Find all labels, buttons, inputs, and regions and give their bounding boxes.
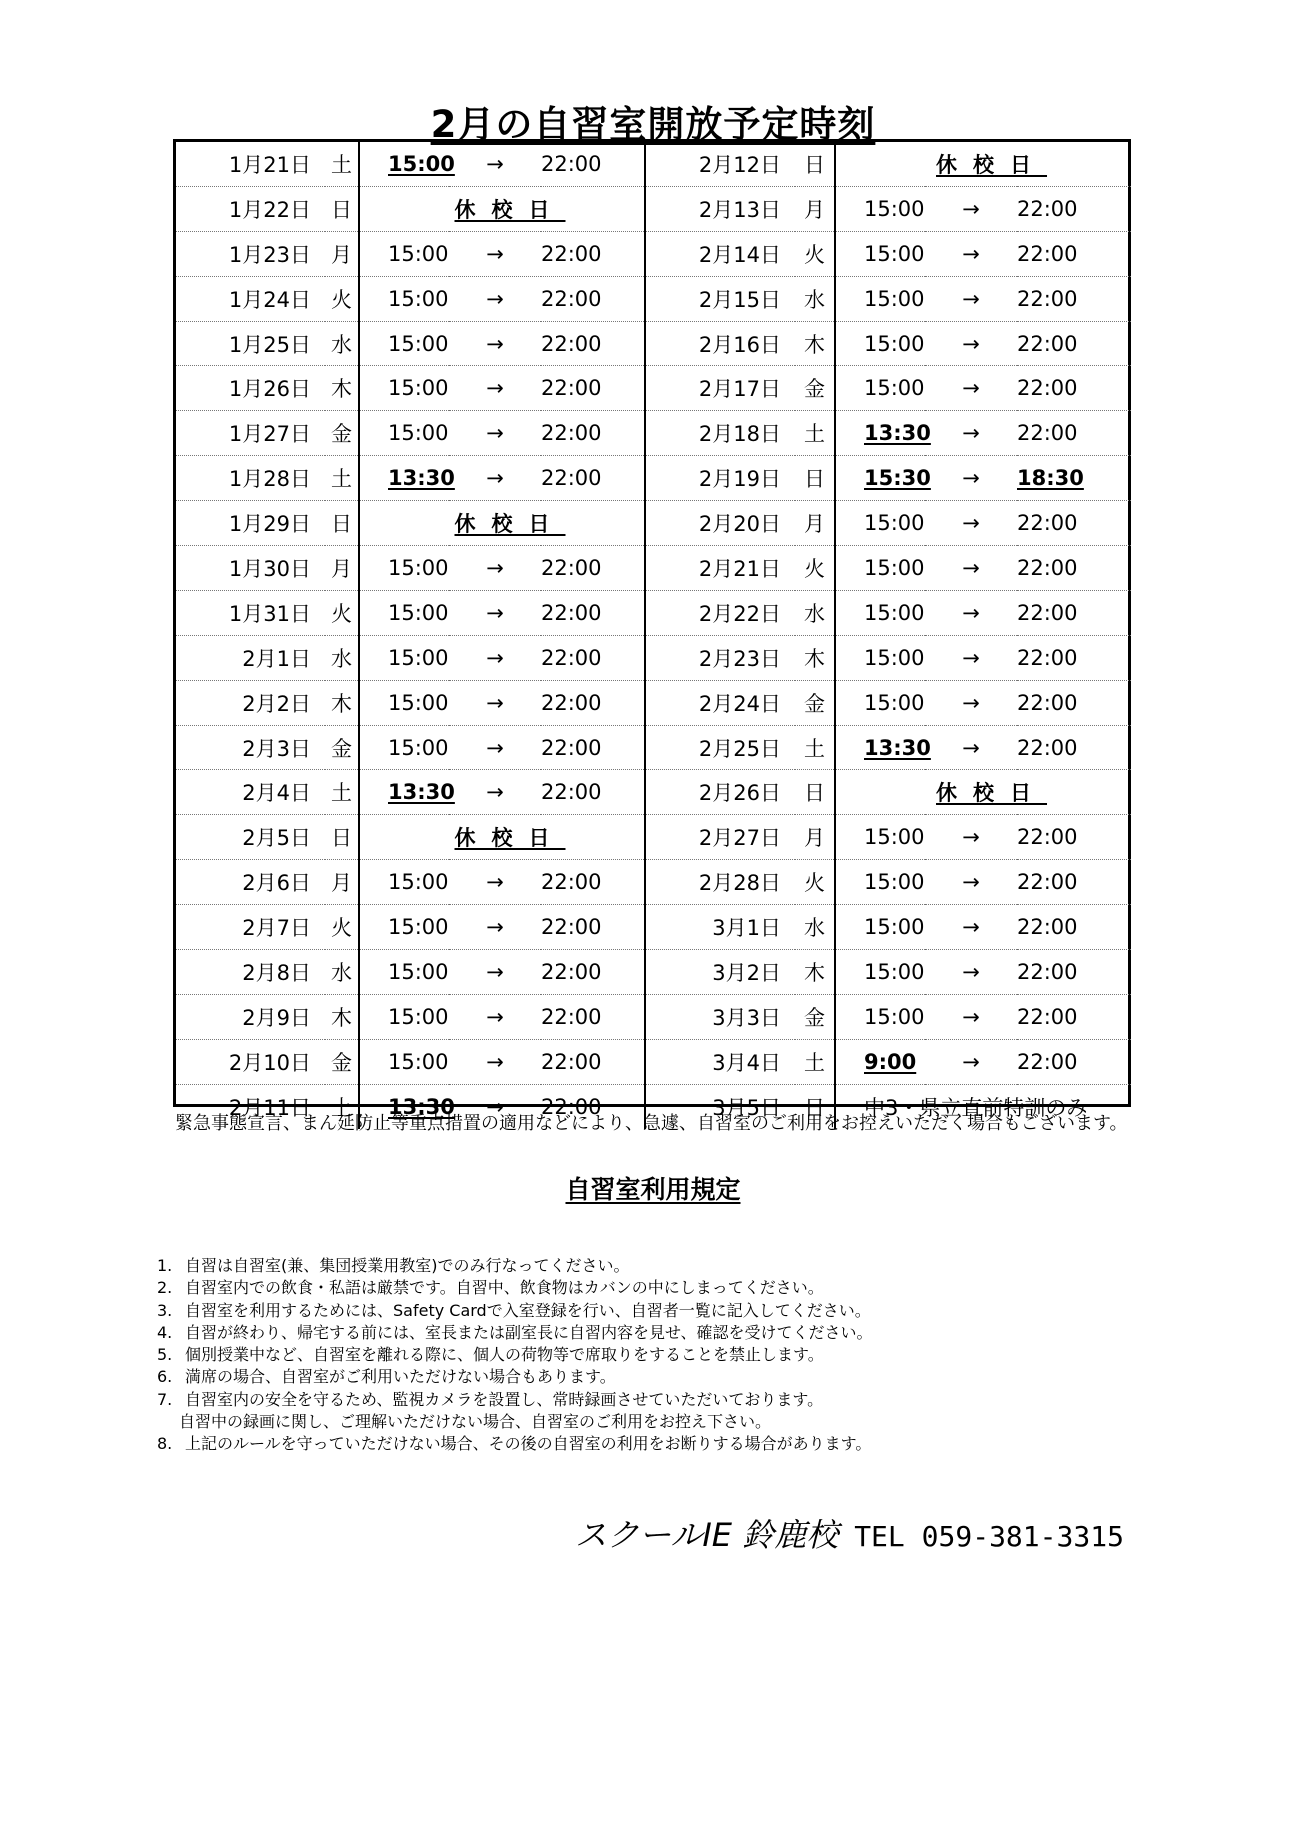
start-time: 15:00	[835, 905, 925, 950]
end-time: 22:00	[541, 411, 645, 456]
weekday-cell: 月	[795, 186, 835, 231]
date-cell: 1月30日	[176, 546, 325, 591]
weekday-cell: 金	[795, 994, 835, 1039]
weekday-cell: 土	[795, 725, 835, 770]
table-row	[176, 950, 1131, 995]
arrow-icon: →	[449, 366, 541, 411]
closed-day-label: 休校日	[359, 501, 645, 546]
table-row	[176, 546, 1131, 591]
closed-day-label: 休校日	[835, 142, 1131, 186]
date-cell: 2月7日	[176, 905, 325, 950]
start-time: 15:00	[359, 860, 449, 905]
weekday-cell: 日	[795, 142, 835, 186]
start-time: 15:00	[835, 680, 925, 725]
end-time: 22:00	[1017, 950, 1131, 995]
start-time: 15:00	[359, 994, 449, 1039]
weekday-cell: 木	[795, 950, 835, 995]
rule-text: 個別授業中など、自習室を離れる際に、個人の荷物等で席取りをすることを禁止します。	[185, 1345, 824, 1365]
end-time: 22:00	[1017, 725, 1131, 770]
end-time: 22:00	[1017, 635, 1131, 680]
weekday-cell: 水	[325, 635, 359, 680]
end-time: 22:00	[1017, 186, 1131, 231]
date-cell: 1月29日	[176, 501, 325, 546]
arrow-icon: →	[449, 1039, 541, 1084]
weekday-cell: 金	[325, 725, 359, 770]
weekday-cell: 日	[795, 770, 835, 815]
end-time: 22:00	[541, 680, 645, 725]
date-cell: 2月26日	[645, 770, 795, 815]
weekday-cell: 日	[795, 1084, 835, 1128]
rule-item	[157, 1433, 1207, 1455]
end-time: 22:00	[541, 725, 645, 770]
schedule-table	[173, 139, 1131, 1120]
rule-item	[157, 1255, 1207, 1277]
weekday-cell: 火	[325, 905, 359, 950]
table-row	[176, 815, 1131, 860]
end-time: 22:00	[1017, 231, 1131, 276]
start-time: 15:00	[835, 186, 925, 231]
date-cell: 2月24日	[645, 680, 795, 725]
school-name: スクールIE 鈴鹿校	[575, 1516, 839, 1554]
start-time: 15:00	[359, 231, 449, 276]
start-time: 15:00	[835, 546, 925, 591]
table-row	[176, 142, 1131, 186]
end-time: 22:00	[541, 142, 645, 186]
date-cell: 2月18日	[645, 411, 795, 456]
weekday-cell: 土	[325, 142, 359, 186]
date-cell: 2月21日	[645, 546, 795, 591]
arrow-icon: →	[925, 546, 1017, 591]
start-time: 15:00	[835, 994, 925, 1039]
weekday-cell: 土	[795, 1039, 835, 1084]
end-time: 22:00	[541, 1039, 645, 1084]
arrow-icon: →	[925, 815, 1017, 860]
date-cell: 2月4日	[176, 770, 325, 815]
weekday-cell: 木	[325, 366, 359, 411]
date-cell: 2月9日	[176, 994, 325, 1039]
end-time: 22:00	[1017, 905, 1131, 950]
date-cell: 3月5日	[712, 1095, 781, 1120]
arrow-icon: →	[449, 994, 541, 1039]
start-time: 15:00	[835, 590, 925, 635]
weekday-cell: 日	[325, 186, 359, 231]
start-time: 15:00	[359, 635, 449, 680]
arrow-icon: →	[925, 725, 1017, 770]
table-row	[176, 860, 1131, 905]
arrow-icon: →	[925, 411, 1017, 456]
rule-text: 満席の場合、自習室がご利用いただけない場合もあります。	[185, 1367, 616, 1387]
date-cell: 2月22日	[645, 590, 795, 635]
start-time: 9:00	[835, 1039, 925, 1084]
date-cell: 1月28日	[176, 456, 325, 501]
arrow-icon: →	[449, 231, 541, 276]
page-title: 2月の自習室開放予定時刻	[430, 103, 876, 146]
date-cell: 3月3日	[645, 994, 795, 1039]
start-time: 13:30	[835, 411, 925, 456]
weekday-cell: 水	[325, 321, 359, 366]
start-time: 15:00	[359, 1039, 449, 1084]
table-row	[176, 366, 1131, 411]
weekday-cell: 火	[795, 860, 835, 905]
start-time: 15:00	[359, 905, 449, 950]
rule-item	[157, 1344, 1207, 1366]
end-time: 22:00	[541, 1084, 645, 1128]
end-time: 22:00	[1017, 276, 1131, 321]
table-row	[176, 186, 1131, 231]
date-cell: 2月16日	[645, 321, 795, 366]
table-row	[176, 411, 1131, 456]
rule-number: 2.	[157, 1278, 173, 1298]
start-time: 15:00	[359, 142, 449, 186]
weekday-cell: 日	[325, 501, 359, 546]
weekday-cell: 火	[795, 546, 835, 591]
weekday-cell: 日	[325, 815, 359, 860]
date-cell: 2月3日	[176, 725, 325, 770]
table-row	[176, 680, 1131, 725]
date-cell: 2月1日	[176, 635, 325, 680]
table-row	[176, 1039, 1131, 1084]
end-time: 22:00	[541, 635, 645, 680]
rule-number: 5.	[157, 1345, 173, 1365]
end-time: 22:00	[541, 860, 645, 905]
weekday-cell: 月	[325, 546, 359, 591]
end-time: 22:00	[1017, 815, 1131, 860]
weekday-cell: 月	[325, 231, 359, 276]
weekday-cell: 土	[325, 456, 359, 501]
end-time: 22:00	[1017, 680, 1131, 725]
date-cell: 2月8日	[176, 950, 325, 995]
start-time: 15:00	[835, 321, 925, 366]
arrow-icon: →	[925, 994, 1017, 1039]
weekday-cell: 土	[795, 411, 835, 456]
start-time: 15:00	[359, 321, 449, 366]
weekday-cell: 水	[795, 276, 835, 321]
weekday-cell: 木	[325, 994, 359, 1039]
start-time: 15:00	[359, 590, 449, 635]
rule-item	[157, 1277, 1207, 1299]
end-time: 22:00	[541, 546, 645, 591]
arrow-icon: →	[925, 276, 1017, 321]
date-cell: 1月21日	[176, 142, 325, 186]
arrow-icon: →	[925, 950, 1017, 995]
start-time: 15:30	[835, 456, 925, 501]
arrow-icon: →	[925, 186, 1017, 231]
weekday-cell: 土	[325, 1084, 359, 1128]
closed-day-label: 休校日	[359, 186, 645, 231]
date-cell: 3月4日	[645, 1039, 795, 1084]
table-row	[176, 770, 1131, 815]
start-time: 13:30	[359, 770, 449, 815]
closed-day-label: 休校日	[835, 770, 1131, 815]
start-time: 13:30	[388, 1094, 455, 1119]
arrow-icon: →	[449, 725, 541, 770]
arrow-icon: →	[449, 590, 541, 635]
weekday-cell: 金	[325, 411, 359, 456]
weekday-cell: 土	[325, 770, 359, 815]
weekday-cell: 水	[325, 950, 359, 995]
rule-number: 7.	[157, 1389, 173, 1409]
date-cell: 1月27日	[176, 411, 325, 456]
arrow-icon: →	[925, 905, 1017, 950]
start-time: 15:00	[359, 680, 449, 725]
weekday-cell: 月	[795, 815, 835, 860]
start-time: 15:00	[359, 950, 449, 995]
date-cell: 3月2日	[645, 950, 795, 995]
rule-number: 1.	[157, 1256, 173, 1275]
date-cell: 1月22日	[176, 186, 325, 231]
start-time: 15:00	[835, 815, 925, 860]
end-time: 22:00	[541, 770, 645, 815]
end-time: 22:00	[1017, 994, 1131, 1039]
arrow-icon: →	[449, 321, 541, 366]
weekday-cell: 金	[795, 680, 835, 725]
arrow-icon: →	[449, 456, 541, 501]
arrow-icon: →	[449, 950, 541, 995]
arrow-icon: →	[449, 860, 541, 905]
start-time: 15:00	[835, 501, 925, 546]
table-row	[176, 725, 1131, 770]
end-time: 22:00	[1017, 501, 1131, 546]
rule-text: 自習室内での飲食・私語は厳禁です。自習中、飲食物はカバンの中にしまってください。	[185, 1278, 824, 1298]
date-cell: 1月24日	[176, 276, 325, 321]
arrow-icon: →	[925, 456, 1017, 501]
arrow-icon: →	[449, 276, 541, 321]
date-cell: 2月28日	[645, 860, 795, 905]
weekday-cell: 水	[795, 590, 835, 635]
date-cell: 2月19日	[645, 456, 795, 501]
end-time: 22:00	[541, 321, 645, 366]
table-row	[176, 994, 1131, 1039]
date-cell: 2月12日	[645, 142, 795, 186]
date-cell: 1月23日	[176, 231, 325, 276]
end-time: 22:00	[1017, 366, 1131, 411]
end-time: 22:00	[1017, 1039, 1131, 1084]
start-time: 15:00	[359, 366, 449, 411]
table-row	[176, 905, 1131, 950]
arrow-icon: →	[925, 680, 1017, 725]
end-time: 22:00	[541, 456, 645, 501]
table-row	[176, 590, 1131, 635]
date-cell: 1月31日	[176, 590, 325, 635]
start-time: 15:00	[835, 366, 925, 411]
start-time: 15:00	[835, 860, 925, 905]
start-time: 15:00	[359, 725, 449, 770]
start-time: 15:00	[835, 276, 925, 321]
weekday-cell: 日	[795, 456, 835, 501]
end-time: 22:00	[541, 994, 645, 1039]
date-cell: 2月20日	[645, 501, 795, 546]
arrow-icon: →	[925, 501, 1017, 546]
footer	[575, 1510, 1124, 1556]
school-phone: TEL 059-381-3315	[854, 1520, 1124, 1553]
arrow-icon: →	[925, 321, 1017, 366]
end-time: 22:00	[541, 276, 645, 321]
weekday-cell: 金	[325, 1039, 359, 1084]
table-row	[176, 456, 1131, 501]
table-row	[176, 635, 1131, 680]
date-cell: 2月14日	[645, 231, 795, 276]
date-cell: 2月10日	[176, 1039, 325, 1084]
end-time: 22:00	[541, 590, 645, 635]
rule-item	[157, 1389, 1207, 1411]
start-time: 15:00	[359, 411, 449, 456]
weekday-cell: 火	[325, 590, 359, 635]
table-row	[176, 231, 1131, 276]
weekday-cell: 火	[795, 231, 835, 276]
rule-item	[157, 1366, 1207, 1388]
date-cell: 2月5日	[176, 815, 325, 860]
rule-number: 4.	[157, 1322, 173, 1342]
rule-text: 自習は自習室(兼、集団授業用教室)でのみ行なってください。	[185, 1256, 630, 1275]
date-cell: 2月25日	[645, 725, 795, 770]
weekday-cell: 水	[795, 905, 835, 950]
arrow-icon: →	[925, 635, 1017, 680]
table-row	[176, 276, 1131, 321]
weekday-cell: 金	[795, 366, 835, 411]
date-cell: 2月2日	[176, 680, 325, 725]
weekday-cell: 木	[325, 680, 359, 725]
end-time: 22:00	[1017, 546, 1131, 591]
start-time: 15:00	[835, 635, 925, 680]
arrow-icon: →	[449, 546, 541, 591]
rule-number: 8.	[157, 1434, 173, 1454]
rules-title: 自習室利用規定	[565, 1175, 741, 1204]
special-note: 中3・県立直前特訓のみ	[864, 1095, 1088, 1120]
weekday-cell: 月	[795, 501, 835, 546]
arrow-icon: →	[449, 770, 541, 815]
rules-list	[157, 1255, 1207, 1456]
weekday-cell: 火	[325, 276, 359, 321]
start-time: 15:00	[835, 231, 925, 276]
rule-number: 3.	[157, 1300, 173, 1320]
arrow-icon: →	[449, 411, 541, 456]
arrow-icon: →	[449, 680, 541, 725]
arrow-icon: →	[449, 142, 541, 186]
end-time: 22:00	[1017, 411, 1131, 456]
start-time: 15:00	[359, 276, 449, 321]
rule-text: 自習室を利用するためには、Safety Cardで入室登録を行い、自習者一覧に記入してください。	[185, 1300, 871, 1320]
rule-item	[157, 1300, 1207, 1322]
end-time: 22:00	[541, 950, 645, 995]
end-time: 22:00	[1017, 590, 1131, 635]
date-cell: 2月11日	[228, 1095, 311, 1120]
arrow-icon: →	[925, 366, 1017, 411]
start-time: 15:00	[835, 950, 925, 995]
end-time: 22:00	[541, 366, 645, 411]
arrow-icon: →	[449, 635, 541, 680]
start-time: 13:30	[359, 456, 449, 501]
end-time: 18:30	[1017, 456, 1131, 501]
arrow-icon: →	[449, 905, 541, 950]
rule-text: 上記のルールを守っていただけない場合、その後の自習室の利用をお断りする場合があります。	[185, 1434, 872, 1454]
arrow-icon: →	[925, 860, 1017, 905]
date-cell: 1月25日	[176, 321, 325, 366]
end-time: 22:00	[541, 905, 645, 950]
date-cell: 2月13日	[645, 186, 795, 231]
rule-item	[157, 1322, 1207, 1344]
weekday-cell: 月	[325, 860, 359, 905]
table-row	[176, 321, 1131, 366]
rule-number: 6.	[157, 1367, 173, 1387]
start-time: 13:30	[835, 725, 925, 770]
date-cell: 2月27日	[645, 815, 795, 860]
arrow-icon: →	[925, 590, 1017, 635]
date-cell: 1月26日	[176, 366, 325, 411]
start-time: 15:00	[359, 546, 449, 591]
date-cell: 2月17日	[645, 366, 795, 411]
date-cell: 2月6日	[176, 860, 325, 905]
weekday-cell: 木	[795, 321, 835, 366]
weekday-cell: 木	[795, 635, 835, 680]
date-cell: 2月15日	[645, 276, 795, 321]
notice-text: 緊急事態宣言、まん延防止等重点措置の適用などにより、急遽、自習室のご利用をお控えいただく場合もございます。	[175, 1113, 1128, 1134]
date-cell: 3月1日	[645, 905, 795, 950]
table-row	[176, 501, 1131, 546]
closed-day-label: 休校日	[359, 815, 645, 860]
date-cell: 2月23日	[645, 635, 795, 680]
arrow-icon: →	[925, 1039, 1017, 1084]
rule-text: 自習が終わり、帰宅する前には、室長または副室長に自習内容を見せ、確認を受けてください。	[185, 1322, 873, 1342]
arrow-icon: →	[925, 231, 1017, 276]
end-time: 22:00	[1017, 321, 1131, 366]
end-time: 22:00	[541, 231, 645, 276]
rule-continuation: 自習中の録画に関し、ご理解いただけない場合、自習室のご利用をお控え下さい。	[179, 1412, 772, 1432]
rule-text: 自習室内の安全を守るため、監視カメラを設置し、常時録画させていただいております。	[185, 1389, 824, 1409]
arrow-icon: →	[486, 1094, 504, 1119]
end-time: 22:00	[1017, 860, 1131, 905]
